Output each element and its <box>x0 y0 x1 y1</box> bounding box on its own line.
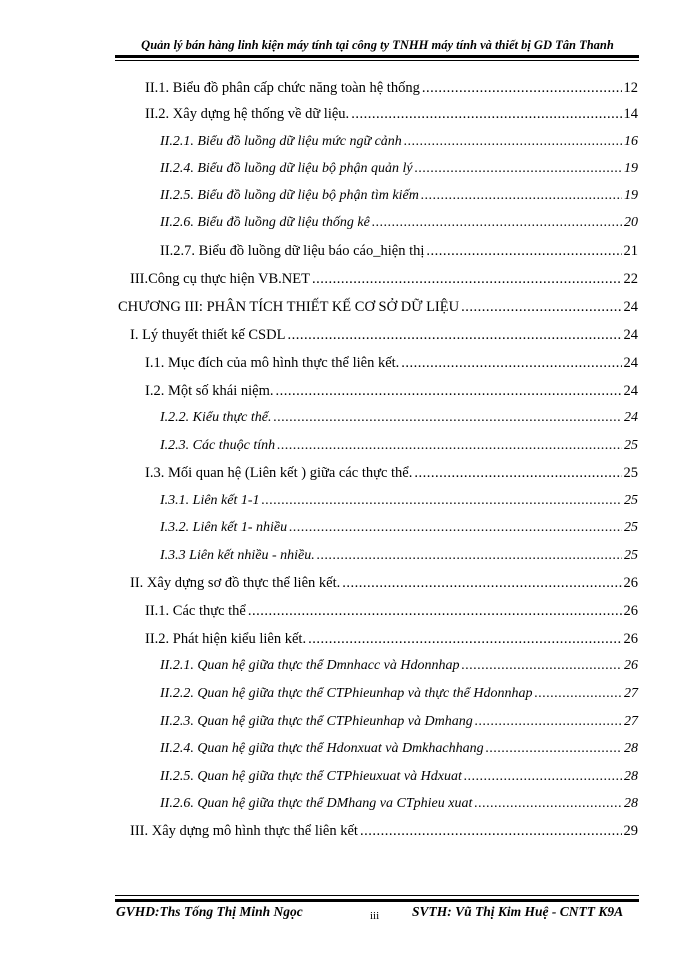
toc-page-number: 27 <box>624 714 638 729</box>
toc-page-number: 24 <box>623 327 638 343</box>
toc-page-number: 25 <box>624 520 638 535</box>
toc-page-number: 25 <box>624 548 638 563</box>
toc-page-number: 24 <box>623 355 638 371</box>
toc-entry[interactable]: II.2. Xây dựng hệ thống về dữ liệu. ..... 14 <box>145 106 638 123</box>
page-header: Quản lý bán hàng linh kiện máy tính tại công ty TNHH máy tính và thiết bị GD Tân Thanh <box>141 38 614 52</box>
toc-page-number: 19 <box>624 161 638 176</box>
toc-entry[interactable]: II.2.7. Biểu đồ luồng dữ liệu báo cáo_hiện thị ..... 21 <box>160 243 638 260</box>
toc-entry[interactable]: I.3.1. Liên kết 1-1 ..... 25 <box>160 493 638 509</box>
footer-supervisor: GVHD:Ths Tống Thị Minh Ngọc <box>116 904 303 919</box>
toc-page-number: 24 <box>624 410 638 425</box>
toc-entry[interactable]: II.2.2. Quan hệ giữa thực thể CTPhieunhap và thực thể Hdonnhap ..... 27 <box>160 686 638 702</box>
toc-entry[interactable]: II.1. Biểu đồ phân cấp chức năng toàn hệ thống ..... 12 <box>145 80 638 97</box>
toc-page-number: 28 <box>624 796 638 811</box>
toc-page-number: 26 <box>623 603 638 619</box>
toc-entry[interactable]: II. Xây dựng sơ đồ thực thể liên kết. ..... 26 <box>130 575 638 592</box>
toc-entry[interactable]: II.2.3. Quan hệ giữa thực thể CTPhieunhap và Dmhang ..... 27 <box>160 714 638 730</box>
toc-page-number: 28 <box>624 741 638 756</box>
toc-entry[interactable]: I. Lý thuyết thiết kế CSDL ..... 24 <box>130 327 638 344</box>
toc-page-number: 24 <box>623 383 638 399</box>
toc-page-number: 25 <box>624 493 638 508</box>
toc-entry[interactable]: III.Công cụ thực hiện VB.NET ..... 22 <box>130 271 638 288</box>
toc-page-number: 16 <box>624 134 638 149</box>
toc-page-number: 24 <box>623 299 638 315</box>
footer-rule-thick <box>115 899 639 902</box>
toc-entry[interactable]: I.2. Một số khái niệm. ..... 24 <box>145 383 638 400</box>
toc-entry[interactable]: I.3.3 Liên kết nhiều - nhiều. ..... 25 <box>160 548 638 564</box>
toc-entry[interactable]: II.2.6. Biểu đồ luồng dữ liệu thống kê ..... 20 <box>160 215 638 231</box>
toc-entry[interactable]: II.2.5. Biểu đồ luồng dữ liệu bộ phận tìm kiếm ..... 19 <box>160 188 638 204</box>
toc-page-number: 12 <box>623 80 638 96</box>
toc-page-number: 27 <box>624 686 638 701</box>
footer-student: SVTH: Vũ Thị Kim Huệ - CNTT K9A <box>412 904 624 919</box>
toc-entry[interactable]: CHƯƠNG III: PHÂN TÍCH THIẾT KẾ CƠ SỞ DỮ LIỆU ..... 24 <box>118 299 638 316</box>
toc-entry[interactable]: I.3. Mối quan hệ (Liên kết ) giữa các thực thể. ..... 25 <box>145 465 638 482</box>
toc-entry[interactable]: I.1. Mục đích của mô hình thực thể liên kết. ..... 24 <box>145 355 638 372</box>
toc-entry[interactable]: II.2.1. Quan hệ giữa thực thể Dmnhacc và Hdonnhap ..... 26 <box>160 658 638 674</box>
toc-page-number: 19 <box>624 188 638 203</box>
toc-page-number: 14 <box>623 106 638 122</box>
toc-entry[interactable]: II.1. Các thực thể ..... 26 <box>145 603 638 620</box>
toc-entry[interactable]: I.2.2. Kiểu thực thể. ..... 24 <box>160 410 638 426</box>
toc-page-number: 22 <box>623 271 638 287</box>
toc-entry[interactable]: I.3.2. Liên kết 1- nhiều ..... 25 <box>160 520 638 536</box>
toc-entry[interactable]: III. Xây dựng mô hình thực thể liên kết ..... 29 <box>130 823 638 840</box>
toc-page-number: 29 <box>623 823 638 839</box>
toc-entry[interactable]: II.2.6. Quan hệ giữa thực thể DMhang va CTphieu xuat ..... 28 <box>160 796 638 812</box>
toc-page-number: 26 <box>623 575 638 591</box>
toc-page-number: 28 <box>624 769 638 784</box>
toc-entry[interactable]: II.2.1. Biểu đồ luồng dữ liệu mức ngữ cảnh ..... 16 <box>160 134 638 150</box>
toc-entry[interactable]: II.2. Phát hiện kiểu liên kết. ..... 26 <box>145 631 638 648</box>
toc-page-number: 21 <box>623 243 638 259</box>
toc-page-number: 25 <box>623 465 638 481</box>
toc-entry[interactable]: II.2.4. Biểu đồ luồng dữ liệu bộ phận quản lý ..... 19 <box>160 161 638 177</box>
footer-rule-thin <box>115 895 639 896</box>
toc-page-number: 26 <box>623 631 638 647</box>
toc-page-number: 25 <box>624 438 638 453</box>
toc-page-number: 26 <box>624 658 638 673</box>
footer-page-number: iii <box>370 910 380 922</box>
toc-entry[interactable]: II.2.4. Quan hệ giữa thực thể Hdonxuat và Dmkhachhang ..... 28 <box>160 741 638 757</box>
toc-entry[interactable]: II.2.5. Quan hệ giữa thực thể CTPhieuxuat và Hdxuat ..... 28 <box>160 769 638 785</box>
toc-page-number: 20 <box>624 215 638 230</box>
toc-entry[interactable]: I.2.3. Các thuộc tính ..... 25 <box>160 438 638 454</box>
